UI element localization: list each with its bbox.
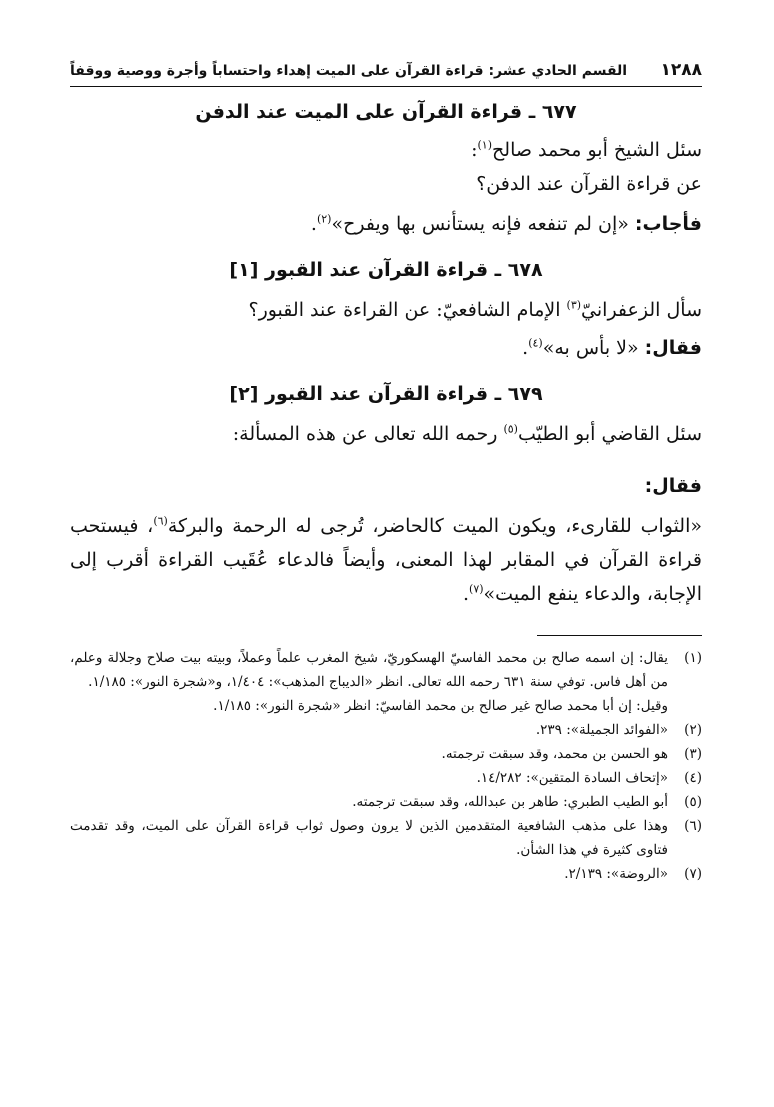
question-line: سئل الشيخ أبو محمد صالح$^{(١)}$: — [471, 138, 702, 161]
footnote-item — [70, 742, 702, 766]
footnote-number: (٥) — [684, 794, 702, 810]
footnote-item — [70, 790, 702, 814]
section-heading: ٦٧٨ ـ قراءة القرآن عند القبور [١] — [229, 259, 543, 281]
footnote-item — [70, 814, 702, 862]
footnote-ref: (٥) — [503, 422, 518, 436]
footnotes — [70, 646, 702, 886]
footnote-number: (١) — [684, 650, 702, 666]
footnote-text: «الروضة»: ٢/١٣٩. — [564, 866, 668, 882]
footnote-number: (٣) — [684, 746, 702, 762]
footnote-ref: (٦) — [153, 514, 168, 528]
footnote-item — [70, 646, 702, 694]
answer-line — [70, 469, 702, 503]
footnote-ref: (٢) — [316, 212, 332, 226]
footnote-number: (٢) — [684, 722, 702, 738]
answer-paragraph: «الثواب للقارىء، ويكون الميت كالحاضر، تُرجى له الرحمة والبركة$^{(٦)}$، فيستحب قراءة القرآن في المقابر لهذا المعنى، وأيضاً فالدعاء عُقَيب القراءة أقرب إلى الإجابة، والدعاء ينفع الميت»$^{(٧)}$. — [70, 514, 703, 605]
section-678 — [70, 259, 702, 365]
section-heading: ٦٧٧ ـ قراءة القرآن على الميت عند الدفن — [195, 101, 577, 123]
answer-line: فأجاب: «إن لم تنفعه فإنه يستأنس بها ويفرح»$^{(٢)}$. — [310, 212, 702, 235]
book-page — [70, 60, 702, 1080]
footnote-item — [70, 766, 702, 790]
footnote-ref: (٧) — [469, 582, 484, 596]
footnote-item — [70, 718, 702, 742]
answer-lead: فأجاب: — [634, 213, 702, 235]
footnote-text: وهذا على مذهب الشافعية المتقدمين الذين لا يرون وصول ثواب قراءة القرآن على الميت، وقد تقدمت فتاوى كثيرة في هذا الشأن. — [70, 818, 668, 858]
answer-lead: فقال: — [644, 337, 702, 359]
answer-lead: فقال: — [644, 475, 702, 497]
section-heading: ٦٧٩ ـ قراءة القرآن عند القبور [٢] — [229, 383, 543, 405]
footnote-number: (٧) — [684, 866, 702, 882]
section-679 — [70, 383, 702, 611]
question-line: عن قراءة القرآن عند الدفن؟ — [476, 173, 702, 195]
footnote-continuation: وقيل: إن أبا محمد صالح غير صالح بن محمد الفاسيّ: انظر «شجرة النور»: ١/١٨٥. — [213, 698, 668, 714]
running-title: القسم الحادي عشر: قراءة القرآن على الميت إهداء واحتساباً وأجرة ووصية ووقفاً — [70, 63, 628, 79]
question-line: سئل القاضي أبو الطيّب$^{(٥)}$ رحمه الله تعالى عن هذه المسألة: — [232, 422, 702, 445]
footnote-number: (٤) — [684, 770, 702, 786]
running-header — [70, 60, 702, 87]
footnote-ref: (٣) — [566, 298, 582, 312]
question-line: سأل الزعفرانيّ$^{(٣)}$ الإمام الشافعيّ: عن القراءة عند القبور؟ — [248, 298, 702, 321]
footnote-text: «الفوائد الجميلة»: ٢٣٩. — [535, 722, 668, 738]
footnote-ref: (٤) — [528, 336, 543, 350]
footnote-ref: (١) — [477, 138, 493, 152]
footnote-text: هو الحسن بن محمد، وقد سبقت ترجمته. — [441, 746, 668, 762]
footnote-text: يقال: إن اسمه صالح بن محمد الفاسيّ الهسكوريّ، شيخ المغرب علماً وعملاً، وبيته بيت صلاح وجلالة وعلم، من أهل فاس. توفي سنة ٦٣١ رحمه الله تعالى. انظر «الديباج المذهب»: ١/٤٠٤، و«شجرة النور»: ١/١٨٥. — [70, 650, 668, 690]
footnote-item — [70, 862, 702, 886]
footnote-number: (٦) — [684, 818, 702, 834]
page-number: ١٢٨٨ — [660, 60, 702, 80]
section-677 — [70, 101, 702, 241]
footnote-divider — [537, 635, 702, 636]
footnote-text: أبو الطيب الطبري: طاهر بن عبدالله، وقد سبقت ترجمته. — [352, 794, 668, 810]
answer-line: فقال: «لا بأس به»$^{(٤)}$. — [522, 336, 702, 359]
footnote-text: «إتحاف السادة المتقين»: ١٤/٢٨٢. — [476, 770, 668, 786]
